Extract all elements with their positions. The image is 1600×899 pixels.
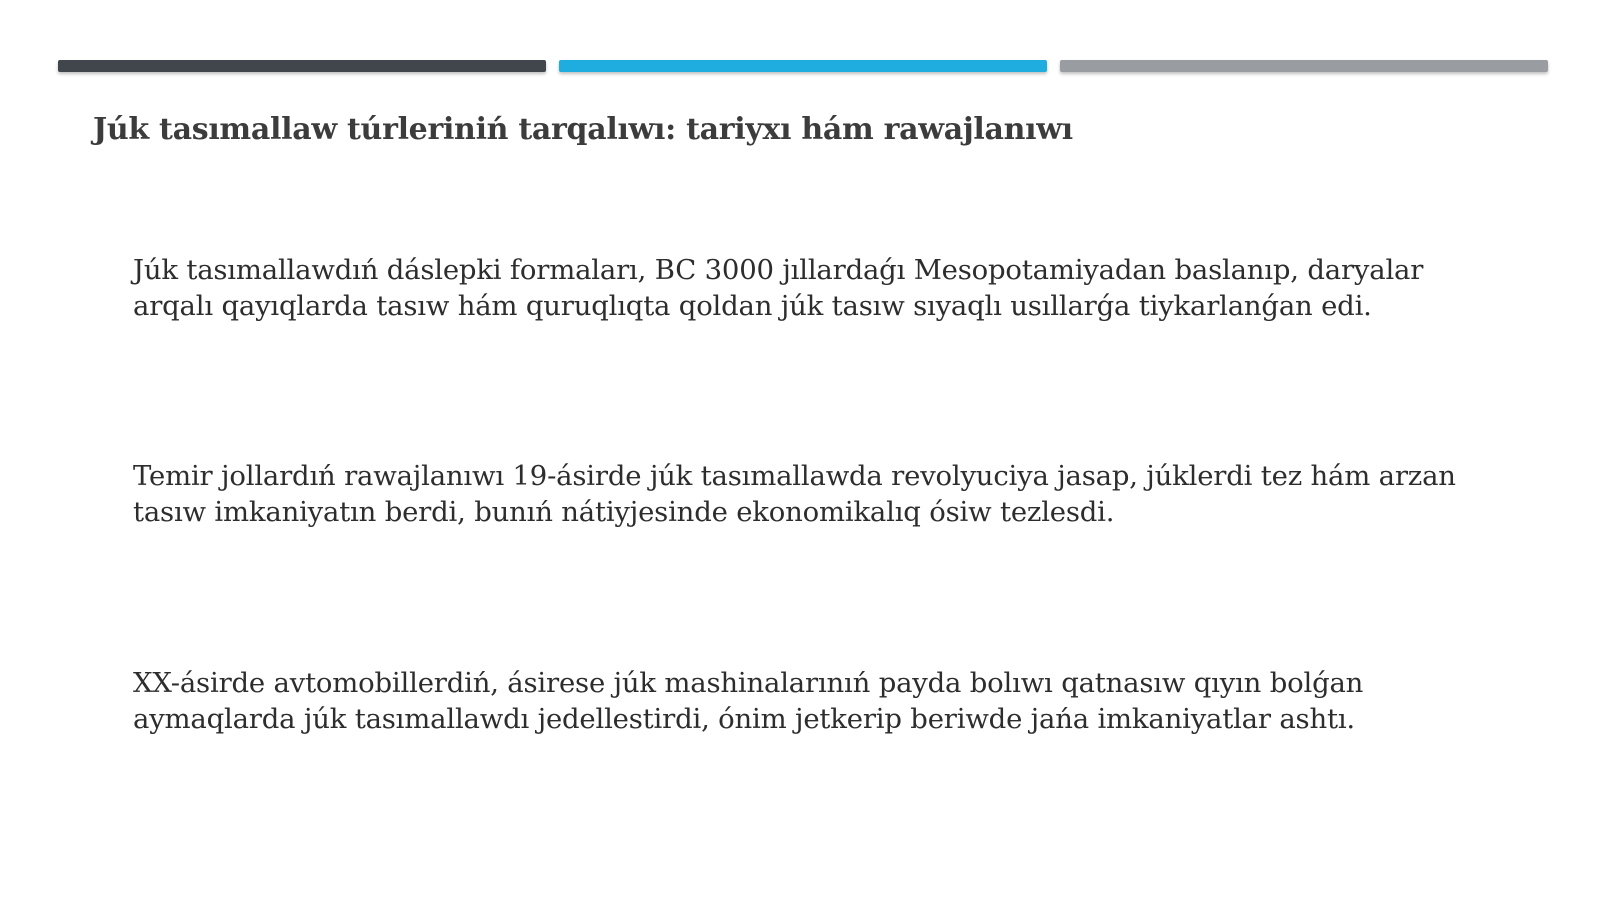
accent-bar-dark	[58, 60, 546, 72]
paragraph-3: XX-ásirde avtomobillerdiń, ásirese júk mashinalarınıń payda bolıwı qatnasıw qıyın bolǵan aymaqlarda júk tasımallawdı jedellestirdi, ónim jetkerip beriwde jańa imkaniyatlar ashtı.	[133, 667, 1364, 735]
paragraph-1: Júk tasımallawdıń dáslepki formaları, BC 3000 jıllardaǵı Mesopotamiyadan baslanıp, daryalar arqalı qayıqlarda tasıw hám quruqlıqta qoldan júk tasıw sıyaqlı usıllarǵa tiykarlanǵan edi.	[133, 254, 1424, 322]
accent-bar-gray	[1060, 60, 1548, 72]
slide-title: Júk tasımallaw túrleriniń tarqalıwı: tariyxı hám rawajlanıwı	[93, 112, 1073, 147]
paragraph-2: Temir jollardıń rawajlanıwı 19-ásirde júk tasımallawda revolyuciya jasap, júklerdi tez hám arzan tasıw imkaniyatın berdi, bunıń nátiyjesinde ekonomikalıq ósiw tezlesdi.	[133, 460, 1456, 528]
accent-bar-blue	[559, 60, 1047, 72]
